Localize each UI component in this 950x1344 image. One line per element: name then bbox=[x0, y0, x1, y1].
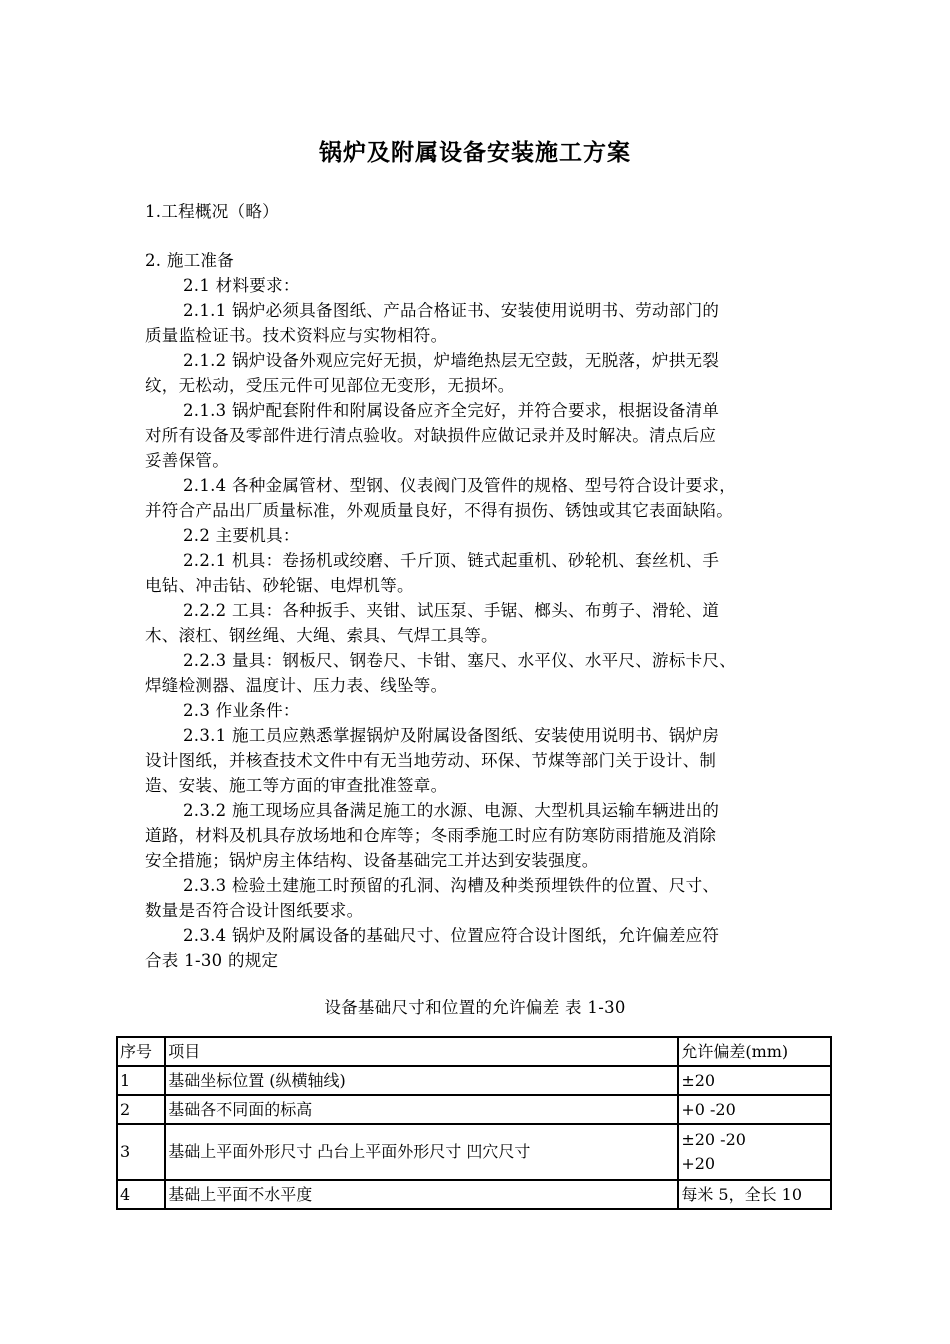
paragraph-line: 安全措施；锅炉房主体结构、设备基础完工并达到安装强度。 bbox=[145, 851, 599, 870]
header-cell-tolerance: 允许偏差(mm) bbox=[678, 1037, 831, 1066]
paragraph-line: 木、滚杠、钢丝绳、大绳、索具、气焊工具等。 bbox=[145, 626, 498, 645]
cell-tolerance: 每米 5，全长 10 bbox=[678, 1180, 831, 1209]
cell-no: 2 bbox=[117, 1095, 165, 1124]
table-caption: 设备基础尺寸和位置的允许偏差 表 1-30 bbox=[324, 998, 626, 1017]
cell-item: 基础上平面不水平度 bbox=[165, 1180, 678, 1209]
paragraph-line: 合表 1-30 的规定 bbox=[145, 951, 279, 970]
paragraph-line: 2.2.2 工具：各种扳手、夹钳、试压泵、手锯、榔头、布剪子、滑轮、道 bbox=[183, 601, 720, 620]
cell-item: 基础各不同面的标高 bbox=[165, 1095, 678, 1124]
header-cell-no: 序号 bbox=[117, 1037, 165, 1066]
cell-no: 4 bbox=[117, 1180, 165, 1209]
subsection-heading: 2.2 主要机具： bbox=[183, 526, 300, 545]
paragraph-line: 焊缝检测器、温度计、压力表、线坠等。 bbox=[145, 676, 448, 695]
cell-no: 3 bbox=[117, 1124, 165, 1180]
paragraph-line: 造、安装、施工等方面的审查批准签章。 bbox=[145, 776, 448, 795]
paragraph-line: 道路，材料及机具存放场地和仓库等；冬雨季施工时应有防寒防雨措施及消除 bbox=[145, 826, 717, 845]
tolerance-table bbox=[116, 1036, 832, 1210]
cell-item: 基础坐标位置 (纵横轴线) bbox=[165, 1066, 678, 1095]
paragraph-line: 2.2.1 机具：卷扬机或绞磨、千斤顶、链式起重机、砂轮机、套丝机、手 bbox=[183, 551, 720, 570]
paragraph-line: 2.1.3 锅炉配套附件和附属设备应齐全完好，并符合要求，根据设备清单 bbox=[183, 401, 720, 420]
table-row bbox=[117, 1066, 831, 1095]
table-row bbox=[117, 1180, 831, 1209]
cell-no: 1 bbox=[117, 1066, 165, 1095]
cell-tolerance: ±20 bbox=[678, 1066, 831, 1095]
paragraph-line: 妥善保管。 bbox=[145, 451, 229, 470]
table-header-row bbox=[117, 1037, 831, 1066]
paragraph-line: 2.3.3 检验土建施工时预留的孔洞、沟槽及种类预埋铁件的位置、尺寸、 bbox=[183, 876, 720, 895]
section-2 bbox=[145, 248, 810, 973]
paragraph-line: 纹，无松动，受压元件可见部位无变形，无损坏。 bbox=[145, 376, 515, 395]
paragraph-line: 对所有设备及零部件进行清点验收。对缺损件应做记录并及时解决。清点后应 bbox=[145, 426, 717, 445]
subsection-heading: 2.3 作业条件： bbox=[183, 701, 300, 720]
paragraph-line: 并符合产品出厂质量标准，外观质量良好，不得有损伤、锈蚀或其它表面缺陷。 bbox=[145, 501, 733, 520]
cell-tolerance bbox=[678, 1124, 831, 1180]
table-row bbox=[117, 1124, 831, 1180]
paragraph-line: 2.1.1 锅炉必须具备图纸、产品合格证书、安装使用说明书、劳动部门的 bbox=[183, 301, 720, 320]
paragraph-line: 数量是否符合设计图纸要求。 bbox=[145, 901, 364, 920]
cell-tolerance-line: ±20 -20 bbox=[681, 1130, 746, 1149]
paragraph-line: 设计图纸，并核查技术文件中有无当地劳动、环保、节煤等部门关于设计、制 bbox=[145, 751, 717, 770]
paragraph-line: 2.3.2 施工现场应具备满足施工的水源、电源、大型机具运输车辆进出的 bbox=[183, 801, 720, 820]
paragraph-line: 电钻、冲击钻、砂轮锯、电焊机等。 bbox=[145, 576, 414, 595]
section-1 bbox=[145, 199, 810, 224]
cell-item: 基础上平面外形尺寸 凸台上平面外形尺寸 凹穴尺寸 bbox=[165, 1124, 678, 1180]
subsection-heading: 2.1 材料要求： bbox=[183, 276, 300, 295]
document-title: 锅炉及附属设备安装施工方案 bbox=[319, 139, 631, 166]
paragraph-line: 2.1.2 锅炉设备外观应完好无损，炉墙绝热层无空鼓，无脱落，炉拱无裂 bbox=[183, 351, 720, 370]
header-cell-item: 项目 bbox=[165, 1037, 678, 1066]
paragraph-line: 2.2.3 量具：钢板尺、钢卷尺、卡钳、塞尺、水平仪、水平尺、游标卡尺、 bbox=[183, 651, 737, 670]
table-row bbox=[117, 1095, 831, 1124]
paragraph-line: 2.3.1 施工员应熟悉掌握锅炉及附属设备图纸、安装使用说明书、锅炉房 bbox=[183, 726, 720, 745]
paragraph-line: 质量监检证书。技术资料应与实物相符。 bbox=[145, 326, 448, 345]
section-heading: 2. 施工准备 bbox=[145, 251, 235, 270]
cell-tolerance-line: +20 bbox=[681, 1154, 716, 1173]
cell-tolerance: +0 -20 bbox=[678, 1095, 831, 1124]
section-heading: 1.工程概况（略） bbox=[145, 202, 279, 221]
paragraph-line: 2.3.4 锅炉及附属设备的基础尺寸、位置应符合设计图纸，允许偏差应符 bbox=[183, 926, 720, 945]
paragraph-line: 2.1.4 各种金属管材、型钢、仪表阀门及管件的规格、型号符合设计要求， bbox=[183, 476, 737, 495]
